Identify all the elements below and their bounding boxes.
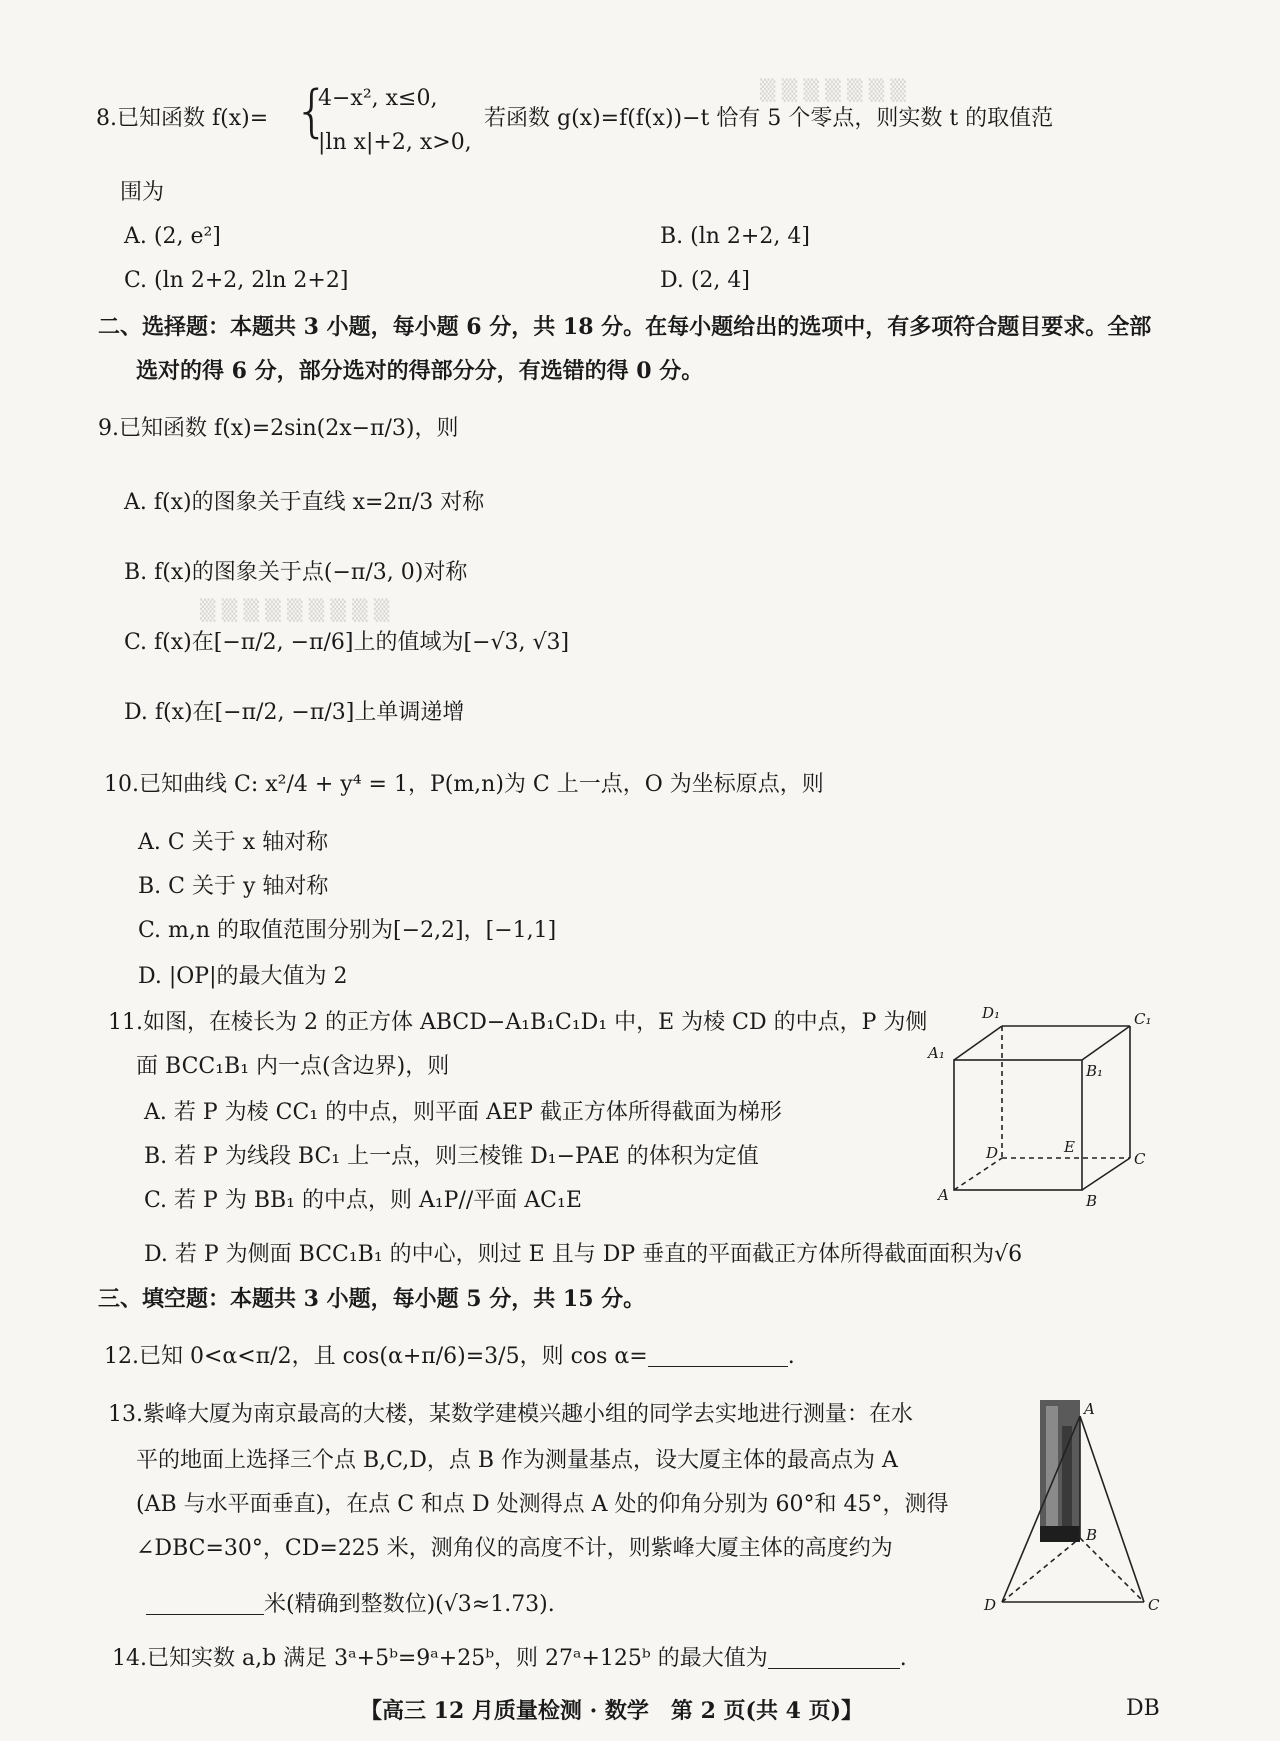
q10-option-b: B. C 关于 y 轴对称: [138, 874, 329, 899]
q13-line3: (AB 与水平面垂直)，在点 C 和点 D 处测得点 A 处的仰角分别为 60°和 45°，测得: [136, 1492, 949, 1517]
section2-heading-line2: 选对的得 6 分，部分选对的得部分分，有选错的得 0 分。: [136, 358, 704, 384]
q14-period: .: [899, 1646, 907, 1671]
bleed-through-text: ▒ ▒ ▒ ▒ ▒ ▒ ▒ ▒ ▒: [200, 598, 390, 622]
q13-line4: ∠DBC=30°，CD=225 米，测角仪的高度不计，则紫峰大厦主体的高度约为: [136, 1536, 893, 1561]
cube-label-d1: D₁: [982, 1004, 1001, 1022]
q9-option-a: A. f(x)的图象关于直线 x=2π/3 对称: [124, 490, 485, 515]
cube-label-a1: A₁: [928, 1044, 945, 1062]
tower-label-d: D: [984, 1596, 997, 1614]
q8-option-d: D. (2, 4]: [660, 268, 750, 293]
q8-tail: 若函数 g(x)=f(f(x))−t 恰有 5 个零点，则实数 t 的取值范: [484, 106, 1054, 131]
q9-option-c: C. f(x)在[−π/2, −π/6]上的值域为[−√3, √3]: [124, 630, 570, 655]
tower-label-c: C: [1148, 1596, 1160, 1614]
tower-label-a: A: [1084, 1400, 1095, 1418]
section2-heading: 二、选择题：本题共 3 小题，每小题 6 分，共 18 分。在每小题给出的选项中，有多项符合题目要求。全部: [98, 314, 1152, 340]
page-footer: 【高三 12 月质量检测 · 数学 第 2 页(共 4 页)】: [360, 1698, 863, 1724]
q8-option-c: C. (ln 2+2, 2ln 2+2]: [124, 268, 349, 293]
q8-case1: 4−x², x≤0,: [318, 86, 438, 111]
q10-option-a: A. C 关于 x 轴对称: [138, 830, 329, 855]
cube-label-b: B: [1086, 1192, 1098, 1210]
tower-label-b: B: [1086, 1526, 1098, 1544]
q13-line5: 米(精确到整数位)(√3≈1.73).: [264, 1592, 555, 1617]
q8-lead: 8.已知函数 f(x)=: [96, 106, 269, 131]
q10-option-c: C. m,n 的取值范围分别为[−2,2]，[−1,1]: [138, 918, 557, 943]
q11-option-c: C. 若 P 为 BB₁ 的中点，则 A₁P//平面 AC₁E: [144, 1188, 582, 1213]
q11-option-b: B. 若 P 为线段 BC₁ 上一点，则三棱锥 D₁−PAE 的体积为定值: [144, 1144, 759, 1169]
q11-line1: 11.如图，在棱长为 2 的正方体 ABCD−A₁B₁C₁D₁ 中，E 为棱 CD 的中点，P 为侧: [108, 1010, 928, 1035]
q12-period: .: [787, 1344, 795, 1369]
q13-line5-wrap: [146, 1590, 555, 1620]
q12-answer-blank[interactable]: [648, 1344, 788, 1367]
tower-figure: [980, 1396, 1170, 1626]
q12-text: 12.已知 0<α<π/2，且 cos(α+π/6)=3/5，则 cos α=: [104, 1344, 648, 1369]
q8-option-b: B. (ln 2+2, 4]: [660, 224, 810, 249]
footer-code: DB: [1126, 1696, 1160, 1721]
cube-label-c1: C₁: [1134, 1010, 1152, 1028]
cube-label-b1: B₁: [1086, 1062, 1104, 1080]
q14-stem: [112, 1644, 907, 1674]
q11-line2: 面 BCC₁B₁ 内一点(含边界)，则: [136, 1054, 450, 1079]
q9-option-b: B. f(x)的图象关于点(−π/3, 0)对称: [124, 560, 468, 585]
q14-answer-blank[interactable]: [768, 1646, 900, 1669]
q9-option-d: D. f(x)在[−π/2, −π/3]上单调递增: [124, 700, 465, 725]
bleed-through-text: ▒ ▒ ▒ ▒ ▒ ▒ ▒: [760, 78, 906, 102]
q12-stem: [104, 1342, 795, 1372]
q13-line1: 13.紫峰大厦为南京最高的大楼，某数学建模兴趣小组的同学去实地进行测量：在水: [108, 1402, 913, 1427]
cube-figure: [920, 1000, 1160, 1220]
cube-front-face: [954, 1060, 1082, 1190]
q8-brace: {: [294, 79, 330, 144]
cube-label-e: E: [1064, 1138, 1075, 1156]
q10-stem: 10.已知曲线 C: x²/4 + y⁴ = 1，P(m,n)为 C 上一点，O 为坐标原点，则: [104, 772, 824, 797]
section3-heading: 三、填空题：本题共 3 小题，每小题 5 分，共 15 分。: [98, 1286, 646, 1312]
q8-tail2: 围为: [120, 180, 165, 205]
q11-option-a: A. 若 P 为棱 CC₁ 的中点，则平面 AEP 截正方体所得截面为梯形: [144, 1100, 782, 1125]
q9-stem: 9.已知函数 f(x)=2sin(2x−π/3)，则: [98, 416, 459, 441]
q13-line2: 平的地面上选择三个点 B,C,D，点 B 作为测量基点，设大厦主体的最高点为 A: [136, 1448, 898, 1473]
q8-option-a: A. (2, e²]: [124, 224, 221, 249]
q11-option-d: D. 若 P 为侧面 BCC₁B₁ 的中心，则过 E 且与 DP 垂直的平面截正方体所得截面面积为√6: [144, 1242, 1023, 1267]
cube-label-c: C: [1134, 1150, 1146, 1168]
cube-label-d: D: [986, 1144, 999, 1162]
q13-answer-blank[interactable]: [146, 1592, 264, 1615]
q8-case2: |ln x|+2, x>0,: [318, 130, 472, 155]
q10-option-d: D. |OP|的最大值为 2: [138, 964, 348, 989]
cube-label-a: A: [938, 1186, 949, 1204]
q14-text: 14.已知实数 a,b 满足 3ᵃ+5ᵇ=9ᵃ+25ᵇ，则 27ᵃ+125ᵇ 的最大值为: [112, 1646, 768, 1671]
